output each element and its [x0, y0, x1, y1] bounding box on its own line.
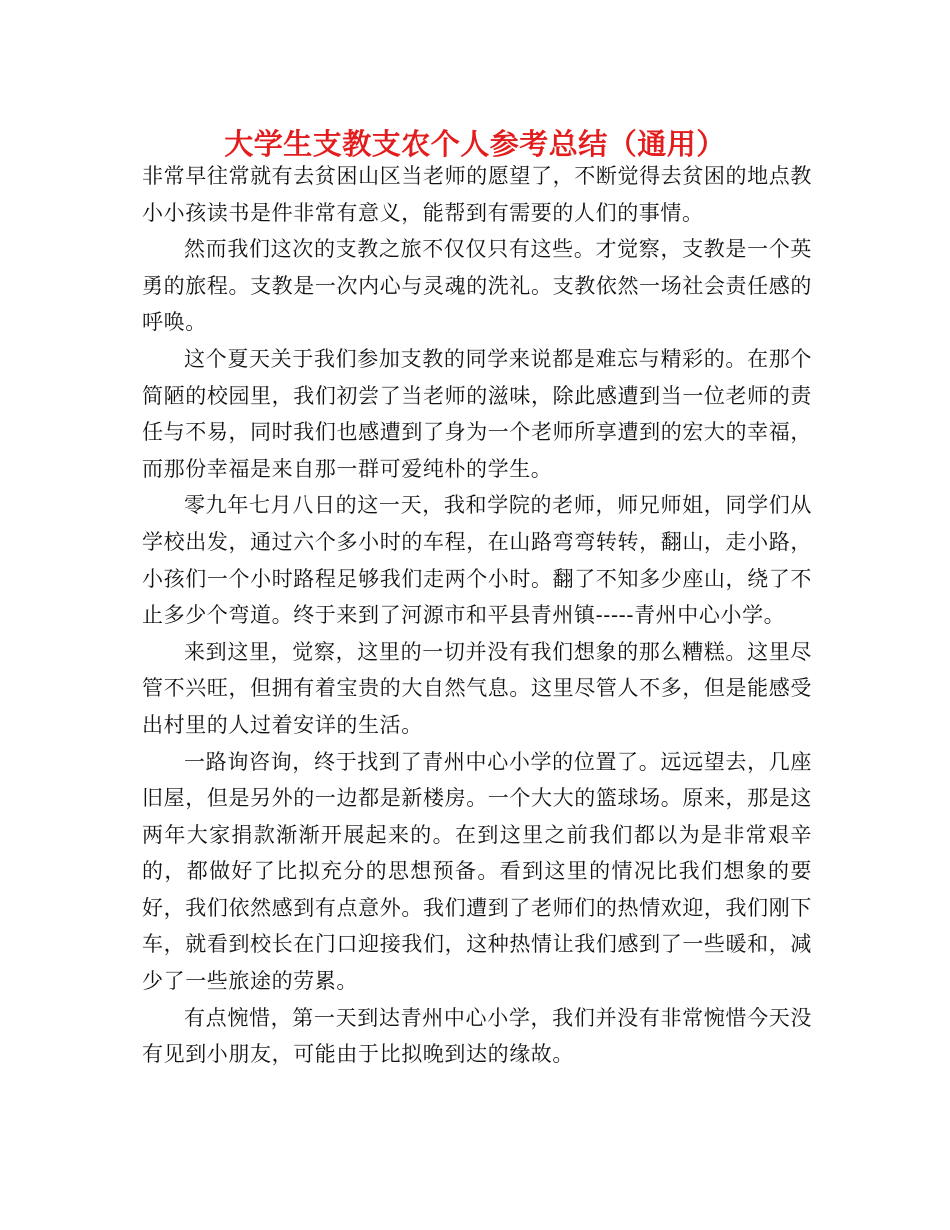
paragraph-3: 这个夏天关于我们参加支教的同学来说都是难忘与精彩的。在那个简陋的校园里，我们初尝了当老师的滋味，除此感遭到当一位老师的责任与不易，同时我们也感遭到了身为一个老师所享遭到的宏大的幸福，而那份幸福是来自那一群可爱纯朴的学生。	[142, 346, 812, 481]
paragraph-4: 零九年七月八日的这一天，我和学院的老师，师兄师姐，同学们从学校出发，通过六个多小时的车程，在山路弯弯转转，翻山，走小路，小孩们一个小时路程足够我们走两个小时。翻了不知多少座山，绕了不止多少个弯道。终于来到了河源市和平县青州镇-----青州中心小学。	[142, 493, 812, 628]
document-title: 大学生支教支农个人参考总结（通用）	[224, 127, 726, 161]
document-body	[142, 158, 812, 1073]
paragraph-7: 有点惋惜，第一天到达青州中心小学，我们并没有非常惋惜今天没有见到小朋友，可能由于比拟晚到达的缘故。	[142, 1005, 812, 1067]
paragraph-5: 来到这里，觉察，这里的一切并没有我们想象的那么糟糕。这里尽管不兴旺，但拥有着宝贵的大自然气息。这里尽管人不多，但是能感受出村里的人过着安详的生活。	[142, 639, 812, 737]
paragraph-1: 非常早往常就有去贫困山区当老师的愿望了，不断觉得去贫困的地点教小小孩读书是件非常有意义，能帮到有需要的人们的事情。	[142, 164, 812, 225]
paragraph-6: 一路询咨询，终于找到了青州中心小学的位置了。远远望去，几座旧屋，但是另外的一边都是新楼房。一个大大的篮球场。原来，那是这两年大家捐款渐渐开展起来的。在到这里之前我们都以为是非常艰辛的，都做好了比拟充分的思想预备。看到这里的情况比我们想象的要好，我们依然感到有点意外。我们遭到了老师们的热情欢迎，我们刚下车，就看到校长在门口迎接我们，这种热情让我们感到了一些暖和，减少了一些旅途的劳累。	[142, 749, 812, 994]
paragraph-2: 然而我们这次的支教之旅不仅仅只有这些。才觉察，支教是一个英勇的旅程。支教是一次内心与灵魂的洗礼。支教依然一场社会责任感的呼唤。	[142, 237, 812, 335]
